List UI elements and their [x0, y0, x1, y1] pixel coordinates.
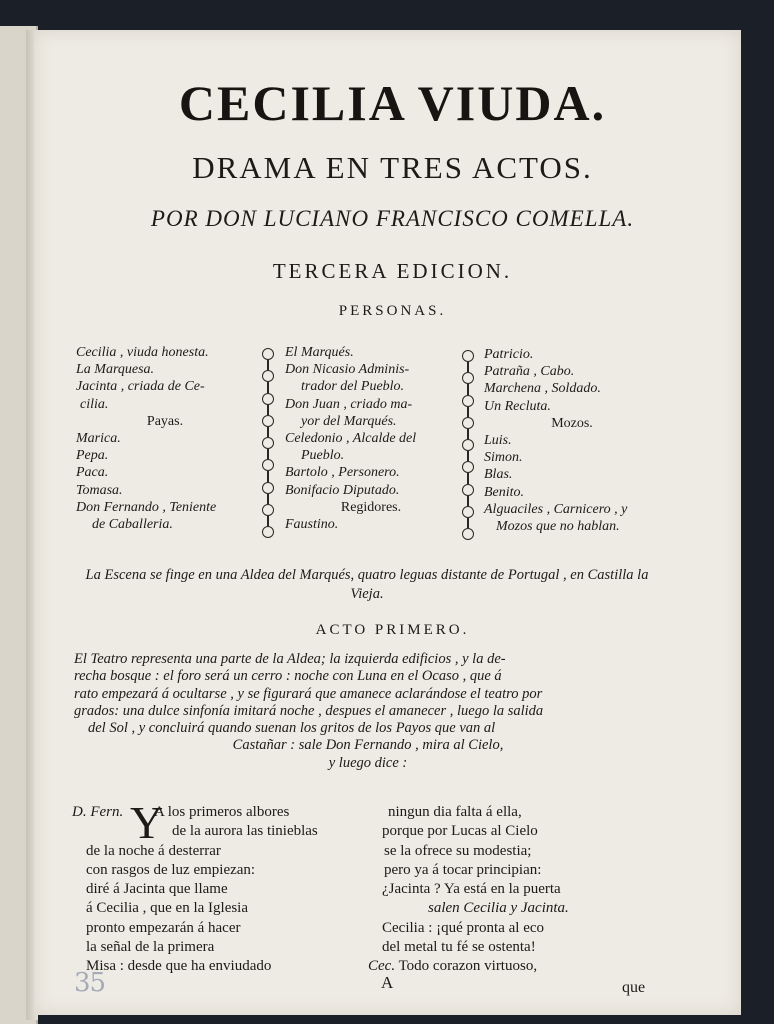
cast-entry: Don Nicasio Adminis-: [285, 362, 410, 378]
cast-entry: de Caballeria.: [92, 517, 173, 533]
verse-line: de la noche á desterrar: [86, 842, 221, 859]
cast-entry: yor del Marqués.: [301, 413, 397, 429]
cast-entry: Celedonio , Alcalde del: [285, 431, 417, 447]
verse-line: Misa : desde que ha enviudado: [86, 958, 272, 975]
divider-bar: [467, 407, 469, 417]
verse-line: [368, 957, 648, 976]
cast-entry: Luis.: [484, 433, 512, 449]
divider-bar: [267, 471, 269, 481]
cast-entry: Cecilia , viuda honesta.: [76, 345, 209, 360]
divider-bar: [267, 405, 269, 415]
cast-entry: Faustino.: [285, 517, 339, 533]
divider-bar: [467, 473, 469, 483]
stage-line: El Teatro representa una parte de la Aldea; la izquierda edificios , y la de-: [74, 651, 506, 667]
cast-group-heading: Payas.: [146, 413, 184, 429]
scene-note: La Escena se finge en una Aldea del Marqués, quatro leguas distante de Portugal , en Castilla la Vieja.: [85, 567, 649, 602]
verse-line: ¿Jacinta ? Ya está en la puerta: [382, 881, 561, 898]
drop-cap: Y: [130, 797, 164, 848]
verse-line: Cecilia : ¡qué pronta al eco: [382, 919, 545, 936]
speaker-name: Cec.: [368, 958, 396, 975]
stage-line: grados: una dulce sinfonía imitará noche , despues el amanecer , luego la salida: [74, 702, 544, 719]
verse-line: del metal tu fé se ostenta!: [382, 939, 536, 956]
cast-entry: Patricio.: [484, 347, 534, 362]
ornamental-divider: [461, 350, 475, 540]
cast-entry: Pueblo.: [301, 448, 345, 464]
speaker-name: D. Fern.: [72, 804, 124, 820]
act-heading: ACTO PRIMERO.: [315, 622, 470, 638]
verse-line: de la aurora las tinieblas: [172, 823, 318, 840]
cast-column-1: [76, 344, 254, 533]
cast-group-heading: Regidores.: [340, 499, 402, 515]
verse-line: pronto empezarán á hacer: [86, 919, 241, 936]
verse-text: Todo corazon virtuoso,: [398, 958, 538, 975]
edition-line: TERCERA EDICION.: [272, 259, 513, 283]
play-subtitle: DRAMA EN TRES ACTOS.: [192, 150, 593, 185]
divider-bar: [467, 496, 469, 506]
signature-mark: A: [381, 973, 394, 992]
cast-entry: Blas.: [484, 467, 513, 483]
cast-entry: Bonifacio Diputado.: [285, 482, 400, 498]
cast-entry: Jacinta , criada de Ce-: [76, 379, 205, 395]
verse-line: ningun dia falta á ella,: [388, 804, 522, 820]
cast-entry: Benito.: [484, 484, 525, 500]
verse-column-left: [72, 797, 372, 977]
verse-line: se la ofrece su modestia;: [384, 842, 532, 859]
divider-bar: [467, 429, 469, 439]
verse-line: diré á Jacinta que llame: [86, 881, 228, 898]
stage-directions: [74, 651, 662, 772]
stage-line: rato empezará á ocultarse , y se figurará que amanece aclarándose el teatro por: [74, 685, 543, 702]
cast-entry: Un Recluta.: [484, 398, 551, 414]
cast-entry: Paca.: [76, 465, 109, 481]
cast-entry: Alguaciles , Carnicero , y: [484, 501, 628, 517]
personas-heading: PERSONAS.: [338, 303, 447, 319]
divider-bar: [267, 427, 269, 437]
verse-text: A los primeros albores: [153, 804, 290, 820]
cast-entry: Don Juan , criado ma-: [285, 396, 413, 412]
stage-line: del Sol , y concluirá quando suenan los gritos de los Payos que van al: [88, 720, 496, 737]
play-title: CECILIA VIUDA.: [178, 75, 607, 131]
cast-entry: Tomasa.: [76, 482, 123, 498]
cast-entry: Don Fernando , Teniente: [76, 499, 217, 515]
stage-line: Castañar : sale Don Fernando , mira al Cielo,: [232, 737, 504, 754]
verse-line: á Cecilia , que en la Iglesia: [86, 900, 249, 917]
divider-bar: [467, 518, 469, 528]
author-line: POR DON LUCIANO FRANCISCO COMELLA.: [150, 206, 635, 231]
stage-line: recha bosque : el foro será un cerro : noche con Luna en el Ocaso , que á: [74, 668, 502, 685]
cast-group-heading: Mozos.: [551, 415, 593, 431]
divider-bar: [267, 516, 269, 526]
cast-entry: Patraña , Cabo.: [484, 364, 575, 380]
cast-column-2: [285, 344, 457, 533]
cast-entry: Mozos que no hablan.: [496, 519, 620, 535]
verse-line: [72, 803, 372, 822]
cast-entry: Simon.: [484, 450, 523, 466]
folio-number: 35: [74, 968, 106, 998]
verse-line: pero ya á tocar principian:: [384, 861, 542, 878]
divider-bar: [467, 384, 469, 394]
stage-direction-inline: salen Cecilia y Jacinta.: [428, 900, 569, 917]
stage-line: y luego dice :: [328, 754, 408, 771]
cast-entry: Pepa.: [76, 448, 109, 464]
cast-entry: Marica.: [76, 431, 121, 447]
divider-bar: [267, 494, 269, 504]
cast-entry: El Marqués.: [285, 345, 354, 360]
cast-entry: Marchena , Soldado.: [484, 381, 601, 397]
cast-entry: La Marquesa.: [76, 362, 155, 378]
cast-entry: trador del Pueblo.: [301, 379, 405, 395]
verse-line: la señal de la primera: [86, 939, 215, 956]
ornamental-divider: [261, 348, 275, 538]
verse-column-right: [368, 803, 648, 977]
divider-bar: [267, 382, 269, 392]
verse-line: con rasgos de luz empiezan:: [86, 861, 256, 878]
cast-entry: Bartolo , Personero.: [285, 465, 400, 481]
divider-link: [260, 524, 277, 541]
divider-link: [460, 526, 477, 543]
cast-column-3: [484, 346, 660, 535]
verse-line: porque por Lucas al Cielo: [382, 823, 538, 840]
catchword: que: [622, 979, 646, 996]
cast-entry: cilia.: [80, 396, 109, 412]
